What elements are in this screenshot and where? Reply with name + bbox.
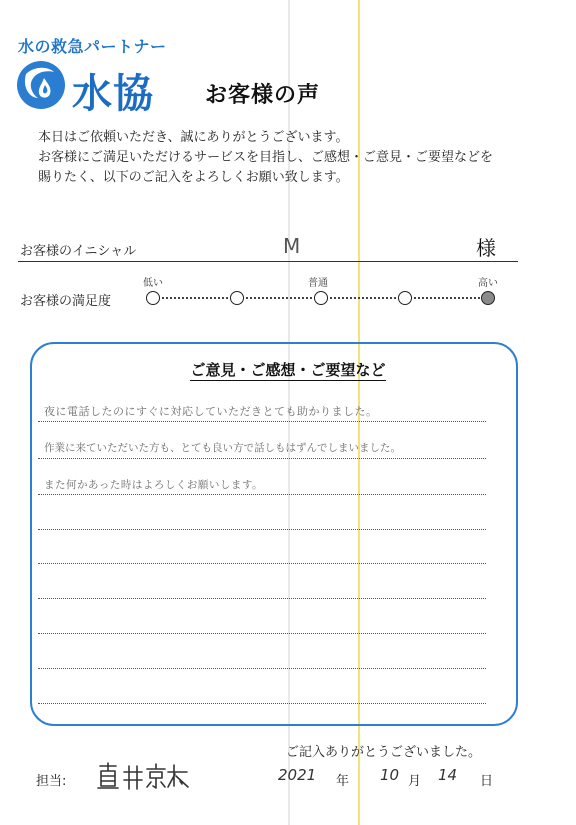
date-year-unit: 年: [336, 774, 350, 789]
initial-label: お客様のイニシャル: [20, 244, 137, 259]
writing-line: [38, 703, 486, 704]
satisfaction-option-4[interactable]: [398, 291, 412, 305]
writing-line: [38, 633, 486, 634]
writing-line: [38, 458, 486, 459]
intro-line: 本日はご依頼いただき、誠にありがとうございます。: [38, 130, 349, 145]
comments-heading: [0, 359, 576, 380]
scale-high-label: 高い: [478, 278, 498, 289]
staff-label: 担当:: [36, 774, 67, 789]
satisfaction-option-2[interactable]: [230, 291, 244, 305]
water-drop-logo-icon: [14, 58, 68, 112]
signature-scribble: [96, 762, 190, 790]
date-year: 2021: [278, 766, 317, 784]
comments-heading-text: ご意見・ご感想・ご要望など: [190, 361, 386, 379]
page-title: お客様の声: [205, 83, 321, 108]
scale-mid-label: 普通: [308, 278, 328, 289]
writing-line: [38, 529, 486, 530]
comment-line-1: 夜に電話したのにすぐに対応していただきとても助かりました。: [44, 405, 378, 418]
initial-value: M: [283, 234, 301, 258]
comment-line-3: また何かあった時はよろしくお願いします。: [44, 479, 264, 491]
staff-signature: [96, 762, 190, 790]
initial-underline: [18, 261, 518, 262]
writing-line: [38, 668, 486, 669]
date-day: 14: [438, 766, 458, 784]
logo-text: 水協: [72, 71, 154, 117]
intro-text: [38, 128, 493, 188]
writing-line: [38, 421, 486, 422]
writing-line: [38, 598, 486, 599]
intro-line: お客様にご満足いただけるサービスを目指し、ご感想・ご意見・ご要望などを: [38, 150, 494, 165]
intro-line: 賜りたく、以下のご記入をよろしくお願い致します。: [38, 170, 349, 185]
scale-low-label: 低い: [143, 278, 163, 289]
brand-logo: [14, 58, 184, 117]
satisfaction-option-1[interactable]: [146, 291, 160, 305]
writing-line: [38, 494, 486, 495]
tagline: 水の救急パートナー: [18, 37, 167, 56]
writing-line: [38, 563, 486, 564]
date-month-unit: 月: [408, 774, 422, 789]
date-day-unit: 日: [480, 774, 494, 789]
comment-line-2: 作業に来ていただいた方も、とても良い方で話しもはずんでしまいました。: [44, 442, 401, 454]
thanks-text: ご記入ありがとうございました。: [286, 745, 482, 760]
date-month: 10: [380, 766, 400, 784]
satisfaction-label: お客様の満足度: [20, 294, 112, 309]
honorific-suffix: 様: [476, 236, 496, 260]
satisfaction-option-3[interactable]: [314, 291, 328, 305]
satisfaction-option-5-selected[interactable]: [481, 291, 495, 305]
